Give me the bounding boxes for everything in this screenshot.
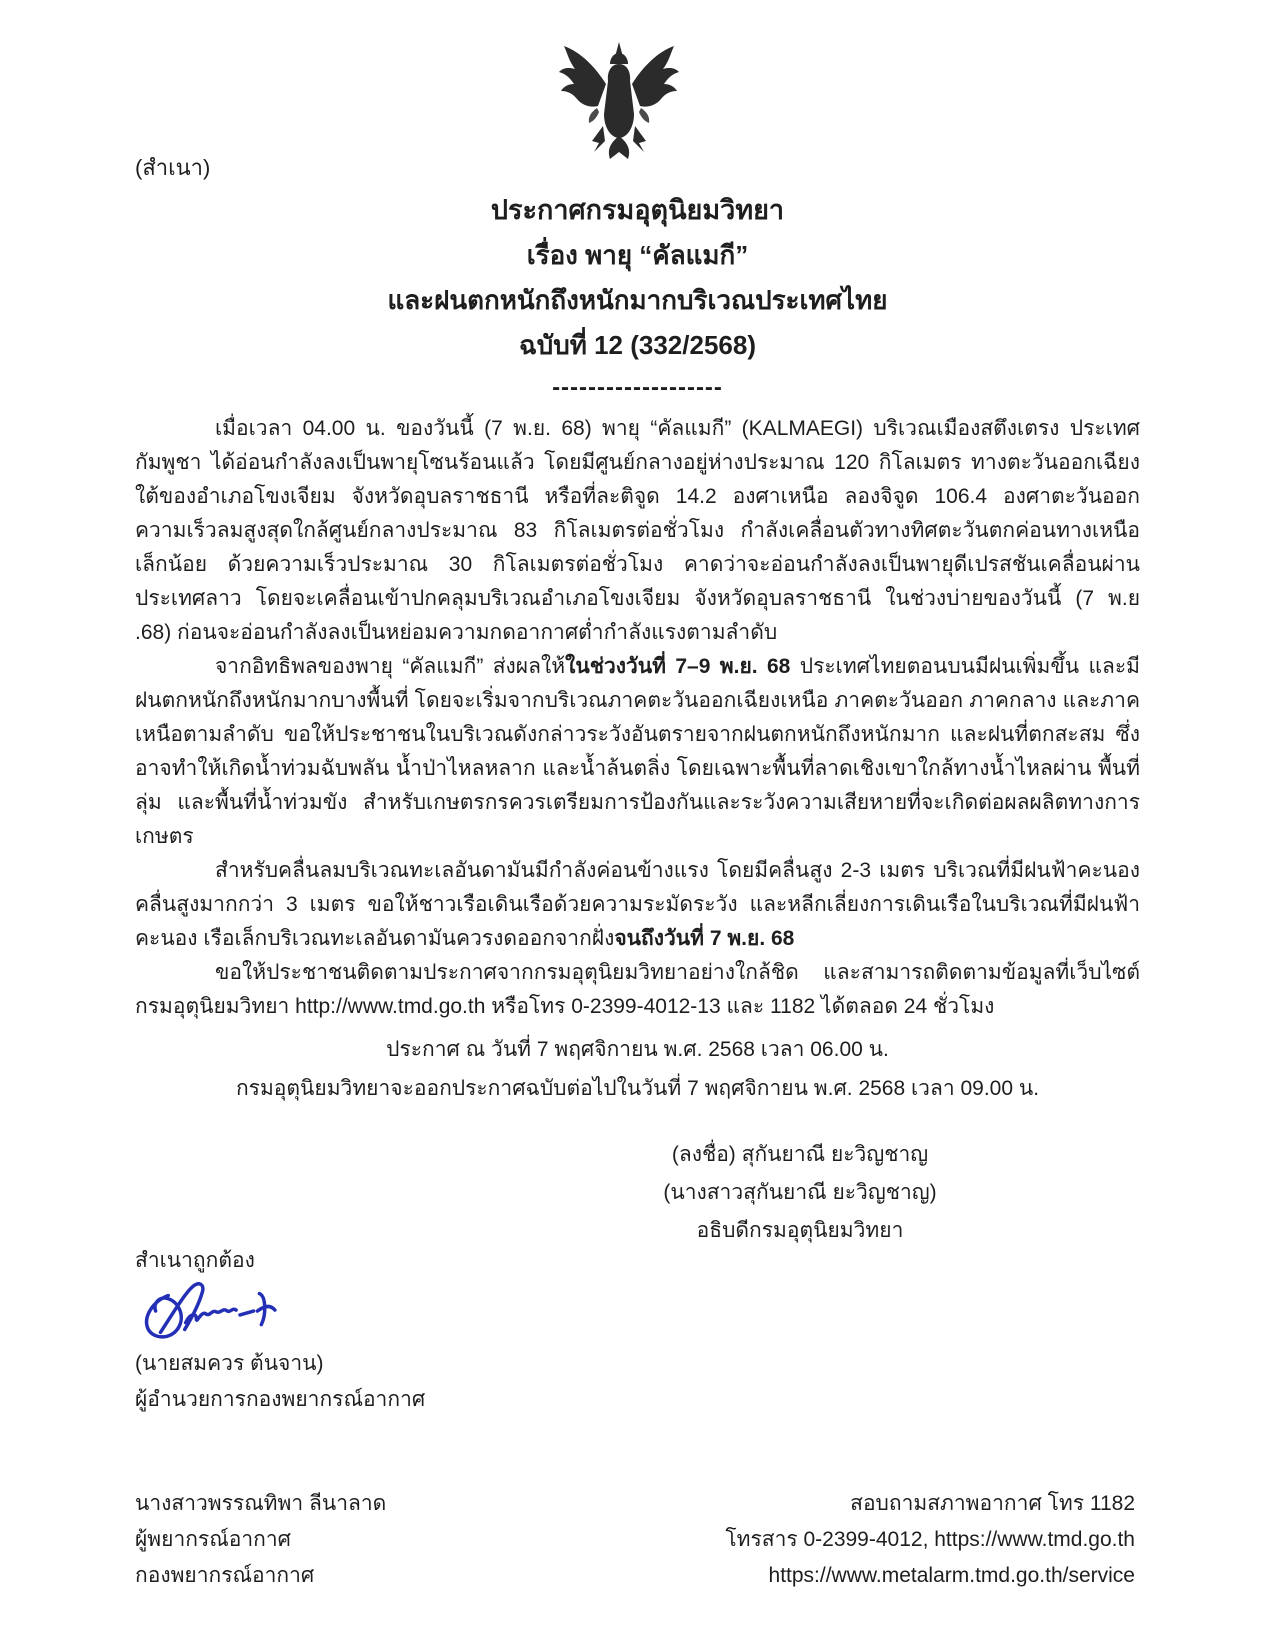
signer-block <box>570 1136 1030 1250</box>
signer-title: อธิบดีกรมอุตุนิยมวิทยา <box>696 1219 904 1242</box>
footer-line: นางสาวพรรณทิพา ลีนาลาด <box>135 1492 387 1515</box>
body-paragraphs <box>135 412 1140 1024</box>
certifier-title: ผู้อำนวยการกองพยากรณ์อากาศ <box>135 1388 426 1411</box>
body-paragraph <box>135 956 1140 1024</box>
subject-line-2: และฝนตกหนักถึงหนักมากบริเวณประเทศไทย <box>387 285 888 315</box>
text-segment: จากอิทธิพลของพายุ “คัลแมกี” ส่งผลให้ <box>215 655 566 678</box>
page-title: ประกาศกรมอุตุนิยมวิทยา <box>490 195 785 225</box>
handwritten-signature <box>141 1280 306 1344</box>
footer-line: https://www.metalarm.tmd.go.th/service <box>768 1564 1135 1587</box>
text-segment: ขอให้ประชาชนติดตามประกาศจากกรมอุตุนิยมวิทยาอย่างใกล้ชิด และสามารถติดตามข้อมูลที่เว็บไซต์ กรมอุตุนิยมวิทยา http://www.tmd.go.th หรือโทร 0-2399-4012-13 และ 1182 ได้ตลอด 24 ชั่วโมง <box>135 961 1140 1018</box>
footer-left <box>135 1486 386 1594</box>
bold-text-segment: ในช่วงวันที่ 7–9 พ.ย. 68 <box>565 655 791 678</box>
certified-copy-label: สำเนาถูกต้อง <box>135 1249 255 1272</box>
subject-line-1: เรื่อง พายุ “คัลแมกี” <box>526 240 749 270</box>
text-segment: ประเทศไทยตอนบนมีฝนเพิ่มขึ้น และมีฝนตกหนักถึงหนักมากบางพื้นที่ โดยจะเริ่มจากบริเวณภาคตะวันออกเฉียงเหนือ ภาคตะวันออก ภาคกลาง และภาคเหนือตามลำดับ ขอให้ประชาชนในบริเวณดังกล่าวระวังอันตรายจากฝนตกหนักถึงหนักมาก และฝนที่ตกสะสม ซึ่งอาจทำให้เกิดน้ำท่วมฉับพลัน น้ำป่าไหลหลาก และน้ำล้นตลิ่ง โดยเฉพาะพื้นที่ลาดเชิงเขาใกล้ทางน้ำไหลผ่าน พื้นที่ลุ่ม และพื้นที่น้ำท่วมขัง สำหรับเกษตรกรควรเตรียมการป้องกันและระวังความเสียหายที่จะเกิดต่อผลผลิตทางการเกษตร <box>135 655 1140 848</box>
garuda-emblem-icon <box>558 38 680 170</box>
text-segment: สำหรับคลื่นลมบริเวณทะเลอันดามันมีกำลังค่อนข้างแรง โดยมีคลื่นสูง 2-3 เมตร บริเวณที่มีฝนฟ้าคะนองคลื่นสูงมากกว่า 3 เมตร ขอให้ชาวเรือเดินเรือด้วยความระมัดระวัง และหลีกเลี่ยงการเดินเรือในบริเวณที่มีฝนฟ้าคะนอง เรือเล็กบริเวณทะเลอันดามันควรงดออกจากฝั่ง <box>135 859 1140 950</box>
footer-line: สอบถามสภาพอากาศ โทร 1182 <box>850 1492 1135 1515</box>
footer-right <box>725 1486 1135 1594</box>
copy-label: (สำเนา) <box>135 155 211 180</box>
announcement-header <box>0 188 1275 408</box>
body-paragraph <box>135 650 1140 854</box>
body-paragraph <box>135 854 1140 956</box>
issued-block <box>0 1030 1275 1108</box>
signed-by-line: (ลงชื่อ) สุกันยาณี ยะวิญชาญ <box>671 1143 929 1166</box>
divider-dashes: ------------------- <box>552 374 723 401</box>
issue-number: ฉบับที่ 12 (332/2568) <box>519 330 756 360</box>
certifier-name: (นายสมควร ต้นจาน) <box>135 1352 324 1375</box>
next-issue-notice: กรมอุตุนิยมวิทยาจะออกประกาศฉบับต่อไปในวันที่ 7 พฤศจิกายน พ.ศ. 2568 เวลา 09.00 น. <box>235 1077 1040 1100</box>
footer-line: โทรสาร 0-2399-4012, https://www.tmd.go.th <box>725 1528 1135 1551</box>
signer-name: (นางสาวสุกันยาณี ยะวิญชาญ) <box>663 1181 937 1204</box>
certification-block <box>135 1246 555 1418</box>
text-segment: เมื่อเวลา 04.00 น. ของวันนี้ (7 พ.ย. 68) พายุ “คัลแมกี” (KALMAEGI) บริเวณเมืองสตึงเตรง ประเทศกัมพูชา ได้อ่อนกำลังลงเป็นพายุโซนร้อนแล้ว โดยมีศูนย์กลางอยู่ห่างประมาณ 120 กิโลเมตร ทางตะวันออกเฉียงใต้ของอำเภอโขงเจียม จังหวัดอุบลราชธานี หรือที่ละติจูด 14.2 องศาเหนือ ลองจิจูด 106.4 องศาตะวันออก ความเร็วลมสูงสุดใกล้ศูนย์กลางประมาณ 83 กิโลเมตรต่อชั่วโมง กำลังเคลื่อนตัวทางทิศตะวันตกค่อนทางเหนือเล็กน้อย ด้วยความเร็วประมาณ 30 กิโลเมตรต่อชั่วโมง คาดว่าจะอ่อนกำลังลงเป็นพายุดีเปรสชันเคลื่อนผ่านประเทศลาว โดยจะเคลื่อนเข้าปกคลุมบริเวณอำเภอโขงเจียม จังหวัดอุบลราชธานี ในช่วงบ่ายของวันนี้ (7 พ.ย .68) ก่อนจะอ่อนกำลังลงเป็นหย่อมความกดอากาศต่ำกำลังแรงตามลำดับ <box>135 417 1140 644</box>
issued-datetime: ประกาศ ณ วันที่ 7 พฤศจิกายน พ.ศ. 2568 เวลา 06.00 น. <box>386 1038 889 1061</box>
body-paragraph <box>135 412 1140 650</box>
footer-line: ผู้พยากรณ์อากาศ <box>135 1528 291 1551</box>
bold-text-segment: จนถึงวันที่ 7 พ.ย. 68 <box>614 927 795 950</box>
footer-line: กองพยากรณ์อากาศ <box>135 1564 315 1587</box>
